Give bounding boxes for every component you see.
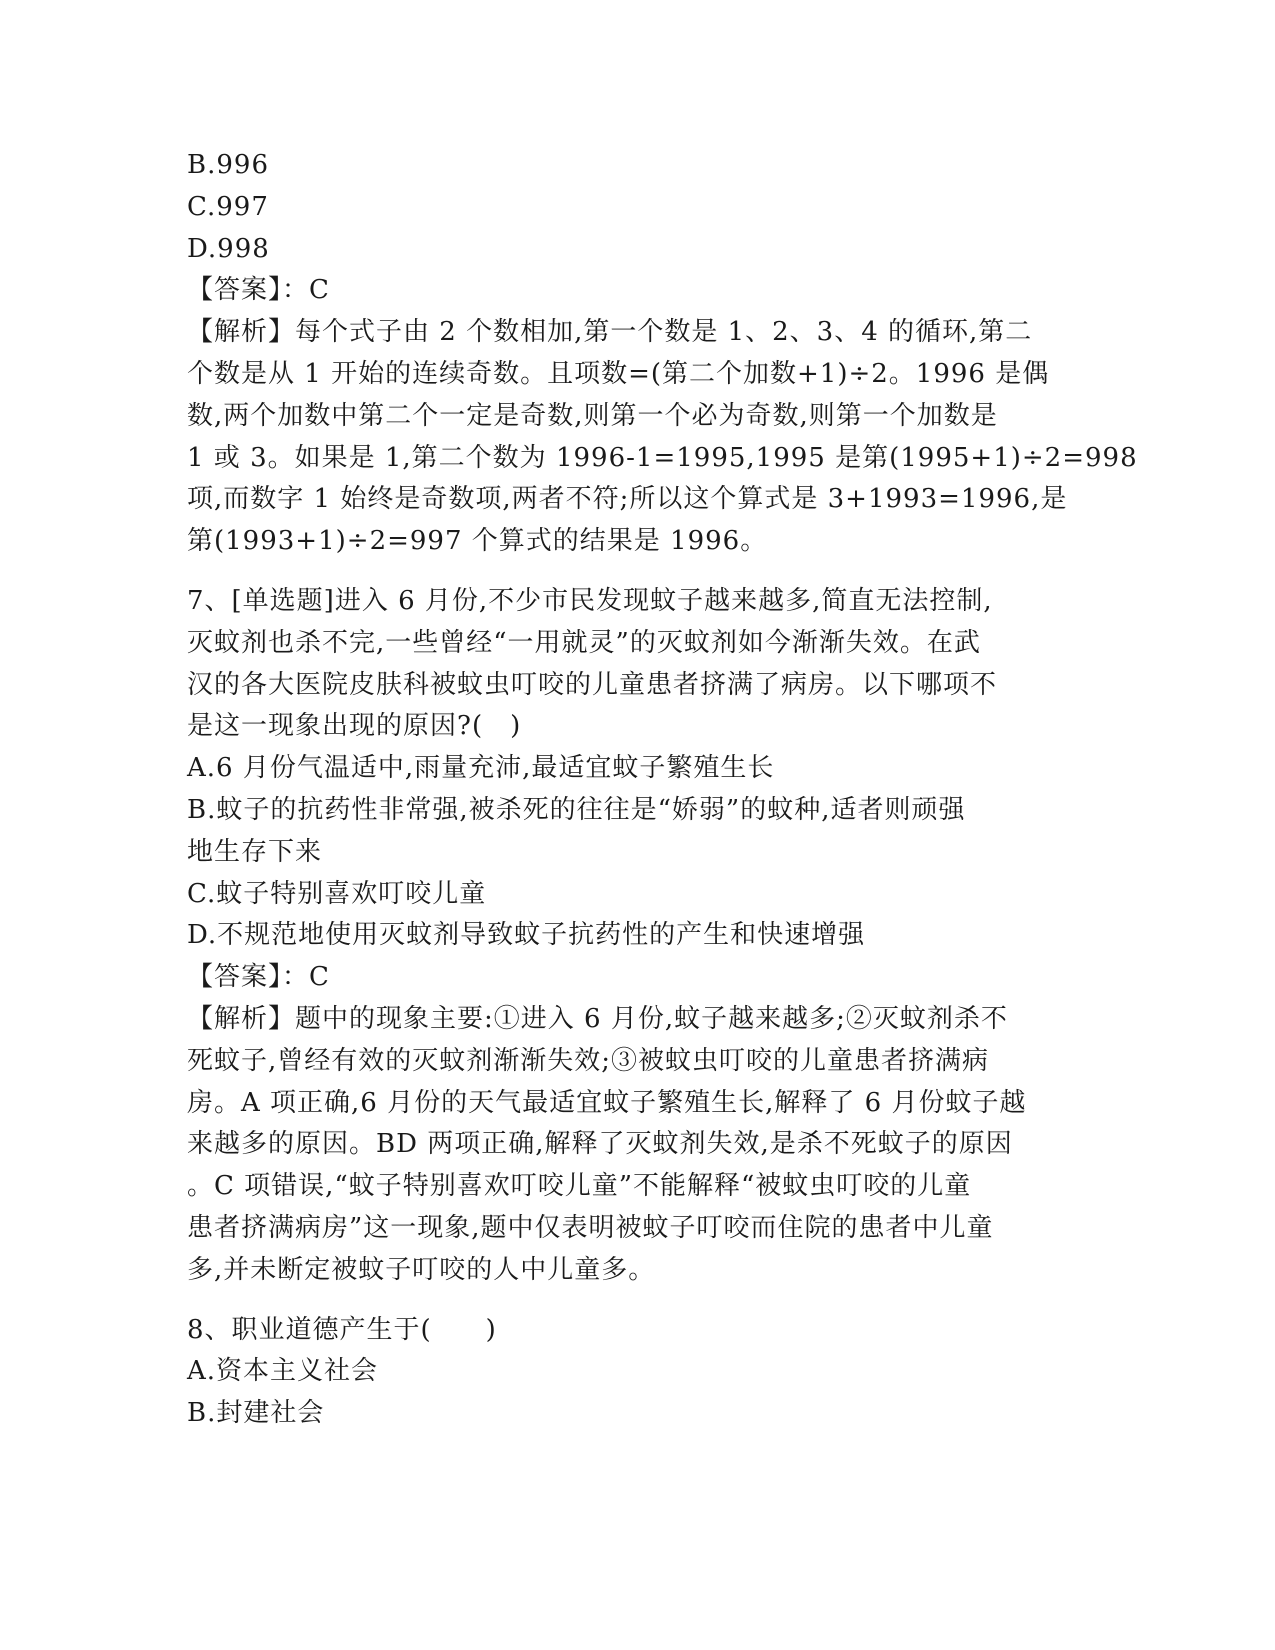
- option-a-q8: A.资本主义社会: [187, 1356, 379, 1387]
- answer-q7: 【答案】：C: [187, 962, 330, 993]
- analysis-q6-line-2: 个数是从 1 开始的连续奇数。且项数=(第二个加数+1)÷2。1996 是偶: [187, 358, 1050, 389]
- answer-q6: 【答案】：C: [187, 275, 330, 306]
- option-c-q6: C.997: [187, 191, 269, 222]
- option-b-q6: B.996: [187, 150, 269, 180]
- analysis-q7-line-5: 。C 项错误,“蚊子特别喜欢叮咬儿童”不能解释“被蚊虫叮咬的儿童: [187, 1171, 972, 1202]
- option-a-q7: A.6 月份气温适中,雨量充沛,最适宜蚊子繁殖生长: [187, 753, 775, 784]
- paragraph-gap: [187, 1292, 1087, 1310]
- option-b-q7-line-2: 地生存下来: [187, 836, 323, 867]
- option-b-q8: B.封建社会: [187, 1398, 325, 1429]
- option-c-q7: C.蚊子特别喜欢叮咬儿童: [187, 878, 487, 909]
- analysis-q6-line-4: 1 或 3。如果是 1,第二个数为 1996-1=1995,1995 是第(1995+1)÷2=998: [187, 442, 1138, 473]
- question-7-line-2: 灭蚊剂也杀不完,一些曾经“一用就灵”的灭蚊剂如今渐渐失效。在武: [187, 627, 981, 658]
- option-b-q7-line-1: B.蚊子的抗药性非常强,被杀死的往往是“娇弱”的蚊种,适者则顽强: [187, 794, 966, 825]
- analysis-q6-line-6: 第(1993+1)÷2=997 个算式的结果是 1996。: [187, 526, 768, 557]
- analysis-q7-line-7: 多,并未断定被蚊子叮咬的人中儿童多。: [187, 1254, 656, 1285]
- analysis-q6-line-5: 项,而数字 1 始终是奇数项,两者不符;所以这个算式是 3+1993=1996,是: [187, 484, 1068, 515]
- option-d-q7: D.不规范地使用灭蚊剂导致蚊子抗药性的产生和快速增强: [187, 920, 866, 951]
- paragraph-gap: [187, 563, 1087, 581]
- analysis-q6-line-3: 数,两个加数中第二个一定是奇数,则第一个必为奇数,则第一个加数是: [187, 400, 998, 431]
- analysis-q7-line-4: 来越多的原因。BD 两项正确,解释了灭蚊剂失效,是杀不死蚊子的原因: [187, 1129, 1013, 1160]
- question-7-line-1: 7、[单选题]进入 6 月份,不少市民发现蚊子越来越多,简直无法控制,: [187, 585, 993, 616]
- question-8: 8、职业道德产生于( ): [187, 1314, 497, 1345]
- analysis-q7-line-2: 死蚊子,曾经有效的灭蚊剂渐渐失效;③被蚊虫叮咬的儿童患者挤满病: [187, 1045, 990, 1076]
- analysis-q7-line-1: 【解析】题中的现象主要:①进入 6 月份,蚊子越来越多;②灭蚊剂杀不: [187, 1003, 1008, 1034]
- option-d-q6: D.998: [187, 233, 270, 264]
- analysis-q7-line-3: 房。A 项正确,6 月份的天气最适宜蚊子繁殖生长,解释了 6 月份蚊子越: [187, 1087, 1027, 1118]
- analysis-q7-line-6: 患者挤满病房”这一现象,题中仅表明被蚊子叮咬而住院的患者中儿童: [187, 1212, 994, 1243]
- analysis-q6-line-1: 【解析】每个式子由 2 个数相加,第一个数是 1、2、3、4 的循环,第二: [187, 317, 1033, 348]
- question-7-line-3: 汉的各大医院皮肤科被蚊虫叮咬的儿童患者挤满了病房。以下哪项不: [187, 669, 998, 700]
- question-7-line-4: 是这一现象出现的原因?( ): [187, 711, 522, 742]
- document-page: [187, 145, 1138, 1435]
